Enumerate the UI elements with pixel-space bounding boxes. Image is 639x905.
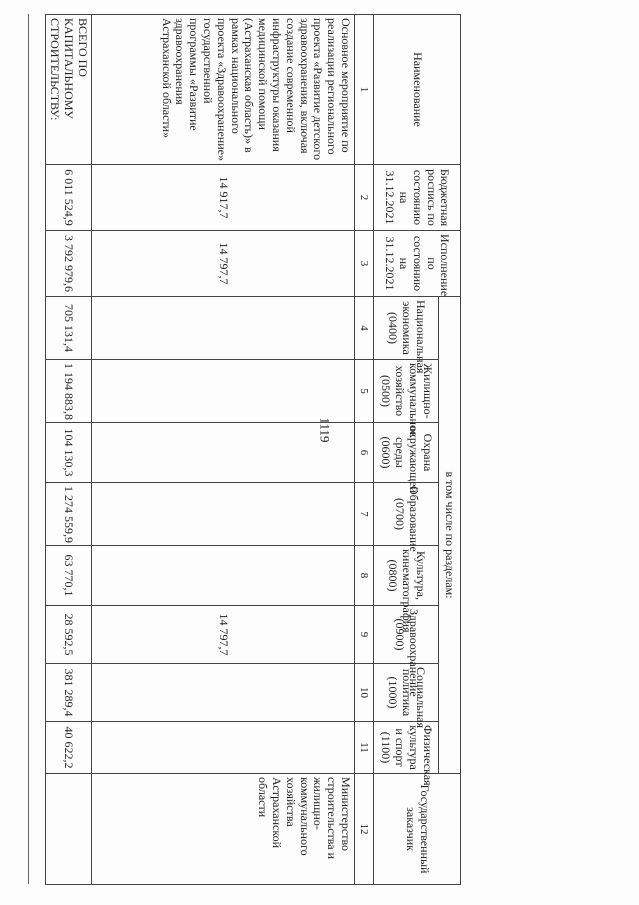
header-customer: Государственный заказчик bbox=[374, 774, 461, 885]
header-section: Культура, кинематография (0800) bbox=[374, 546, 439, 606]
total-budget: 6 011 524,9 bbox=[45, 165, 91, 231]
total-section-value: 1 194 883,8 bbox=[45, 360, 91, 423]
column-number: 5 bbox=[355, 360, 374, 423]
row-section-value bbox=[92, 297, 355, 360]
row-section-value bbox=[92, 664, 355, 722]
total-row bbox=[45, 15, 91, 885]
total-section-value: 1 274 559,9 bbox=[45, 483, 91, 546]
column-number: 11 bbox=[355, 722, 374, 774]
page-number: 1119 bbox=[317, 417, 333, 443]
row-customer: Министерство строительства и жилищно-коммунального хозяйства Астраханской области bbox=[92, 774, 355, 885]
row-section-value bbox=[92, 423, 355, 483]
table-row bbox=[92, 15, 355, 885]
column-number: 6 bbox=[355, 423, 374, 483]
column-number: 1 bbox=[355, 15, 374, 165]
row-section-value bbox=[92, 483, 355, 546]
header-section: Социальная политика (1000) bbox=[374, 664, 439, 722]
header-row-group bbox=[439, 15, 461, 885]
header-sections-group: в том числе по разделам: bbox=[439, 297, 461, 774]
row-section-value: 14 797,7 bbox=[92, 606, 355, 664]
header-section: Образование (0700) bbox=[374, 483, 439, 546]
column-number-row bbox=[355, 15, 374, 885]
row-execution: 14 797,7 bbox=[92, 231, 355, 297]
header-budget: Бюджетная роспись по состоянию на 31.12.2021 bbox=[374, 165, 461, 231]
total-section-value: 63 770,1 bbox=[45, 546, 91, 606]
row-section-value bbox=[92, 360, 355, 423]
total-execution: 3 792 979,6 bbox=[45, 231, 91, 297]
header-section: Охрана окружающей среды (0600) bbox=[374, 423, 439, 483]
column-number: 4 bbox=[355, 297, 374, 360]
row-section-value bbox=[92, 722, 355, 774]
column-number: 12 bbox=[355, 774, 374, 885]
header-section: Жилищно-коммунальное хозяйство (0500) bbox=[374, 360, 439, 423]
total-section-value: 28 592,5 bbox=[45, 606, 91, 664]
capital-construction-table bbox=[45, 14, 461, 885]
column-number: 10 bbox=[355, 664, 374, 722]
total-section-value: 104 130,3 bbox=[45, 423, 91, 483]
header-execution: Исполнение по состоянию на 31.12.2021 bbox=[374, 231, 461, 297]
total-name: ВСЕГО ПО КАПИТАЛЬНОМУ СТРОИТЕЛЬСТВУ: bbox=[45, 15, 91, 165]
page-bottom-rule bbox=[28, 14, 29, 884]
row-section-value bbox=[92, 546, 355, 606]
total-customer bbox=[45, 774, 91, 885]
column-number: 8 bbox=[355, 546, 374, 606]
column-number: 7 bbox=[355, 483, 374, 546]
column-number: 9 bbox=[355, 606, 374, 664]
header-section: Здравоохранение (0900) bbox=[374, 606, 439, 664]
total-section-value: 381 289,4 bbox=[45, 664, 91, 722]
column-number: 3 bbox=[355, 231, 374, 297]
header-name: Наименование bbox=[374, 15, 461, 165]
row-name: Основное мероприятие по реализации регионального проекта «Развитие детского здравоохранения, включая создание современной инфраструктуры оказания медицинской помощи (Астраханская область)» в рамках национального проекта «Здравоохранение» государственной программы «Развитие здравоохранения Астраханской области» bbox=[92, 15, 355, 165]
header-section: Национальная экономика (0400) bbox=[374, 297, 439, 360]
header-section: Физическая культура и спорт (1100) bbox=[374, 722, 439, 774]
row-budget: 14 917,7 bbox=[92, 165, 355, 231]
total-section-value: 705 131,4 bbox=[45, 297, 91, 360]
total-section-value: 40 622,2 bbox=[45, 722, 91, 774]
column-number: 2 bbox=[355, 165, 374, 231]
